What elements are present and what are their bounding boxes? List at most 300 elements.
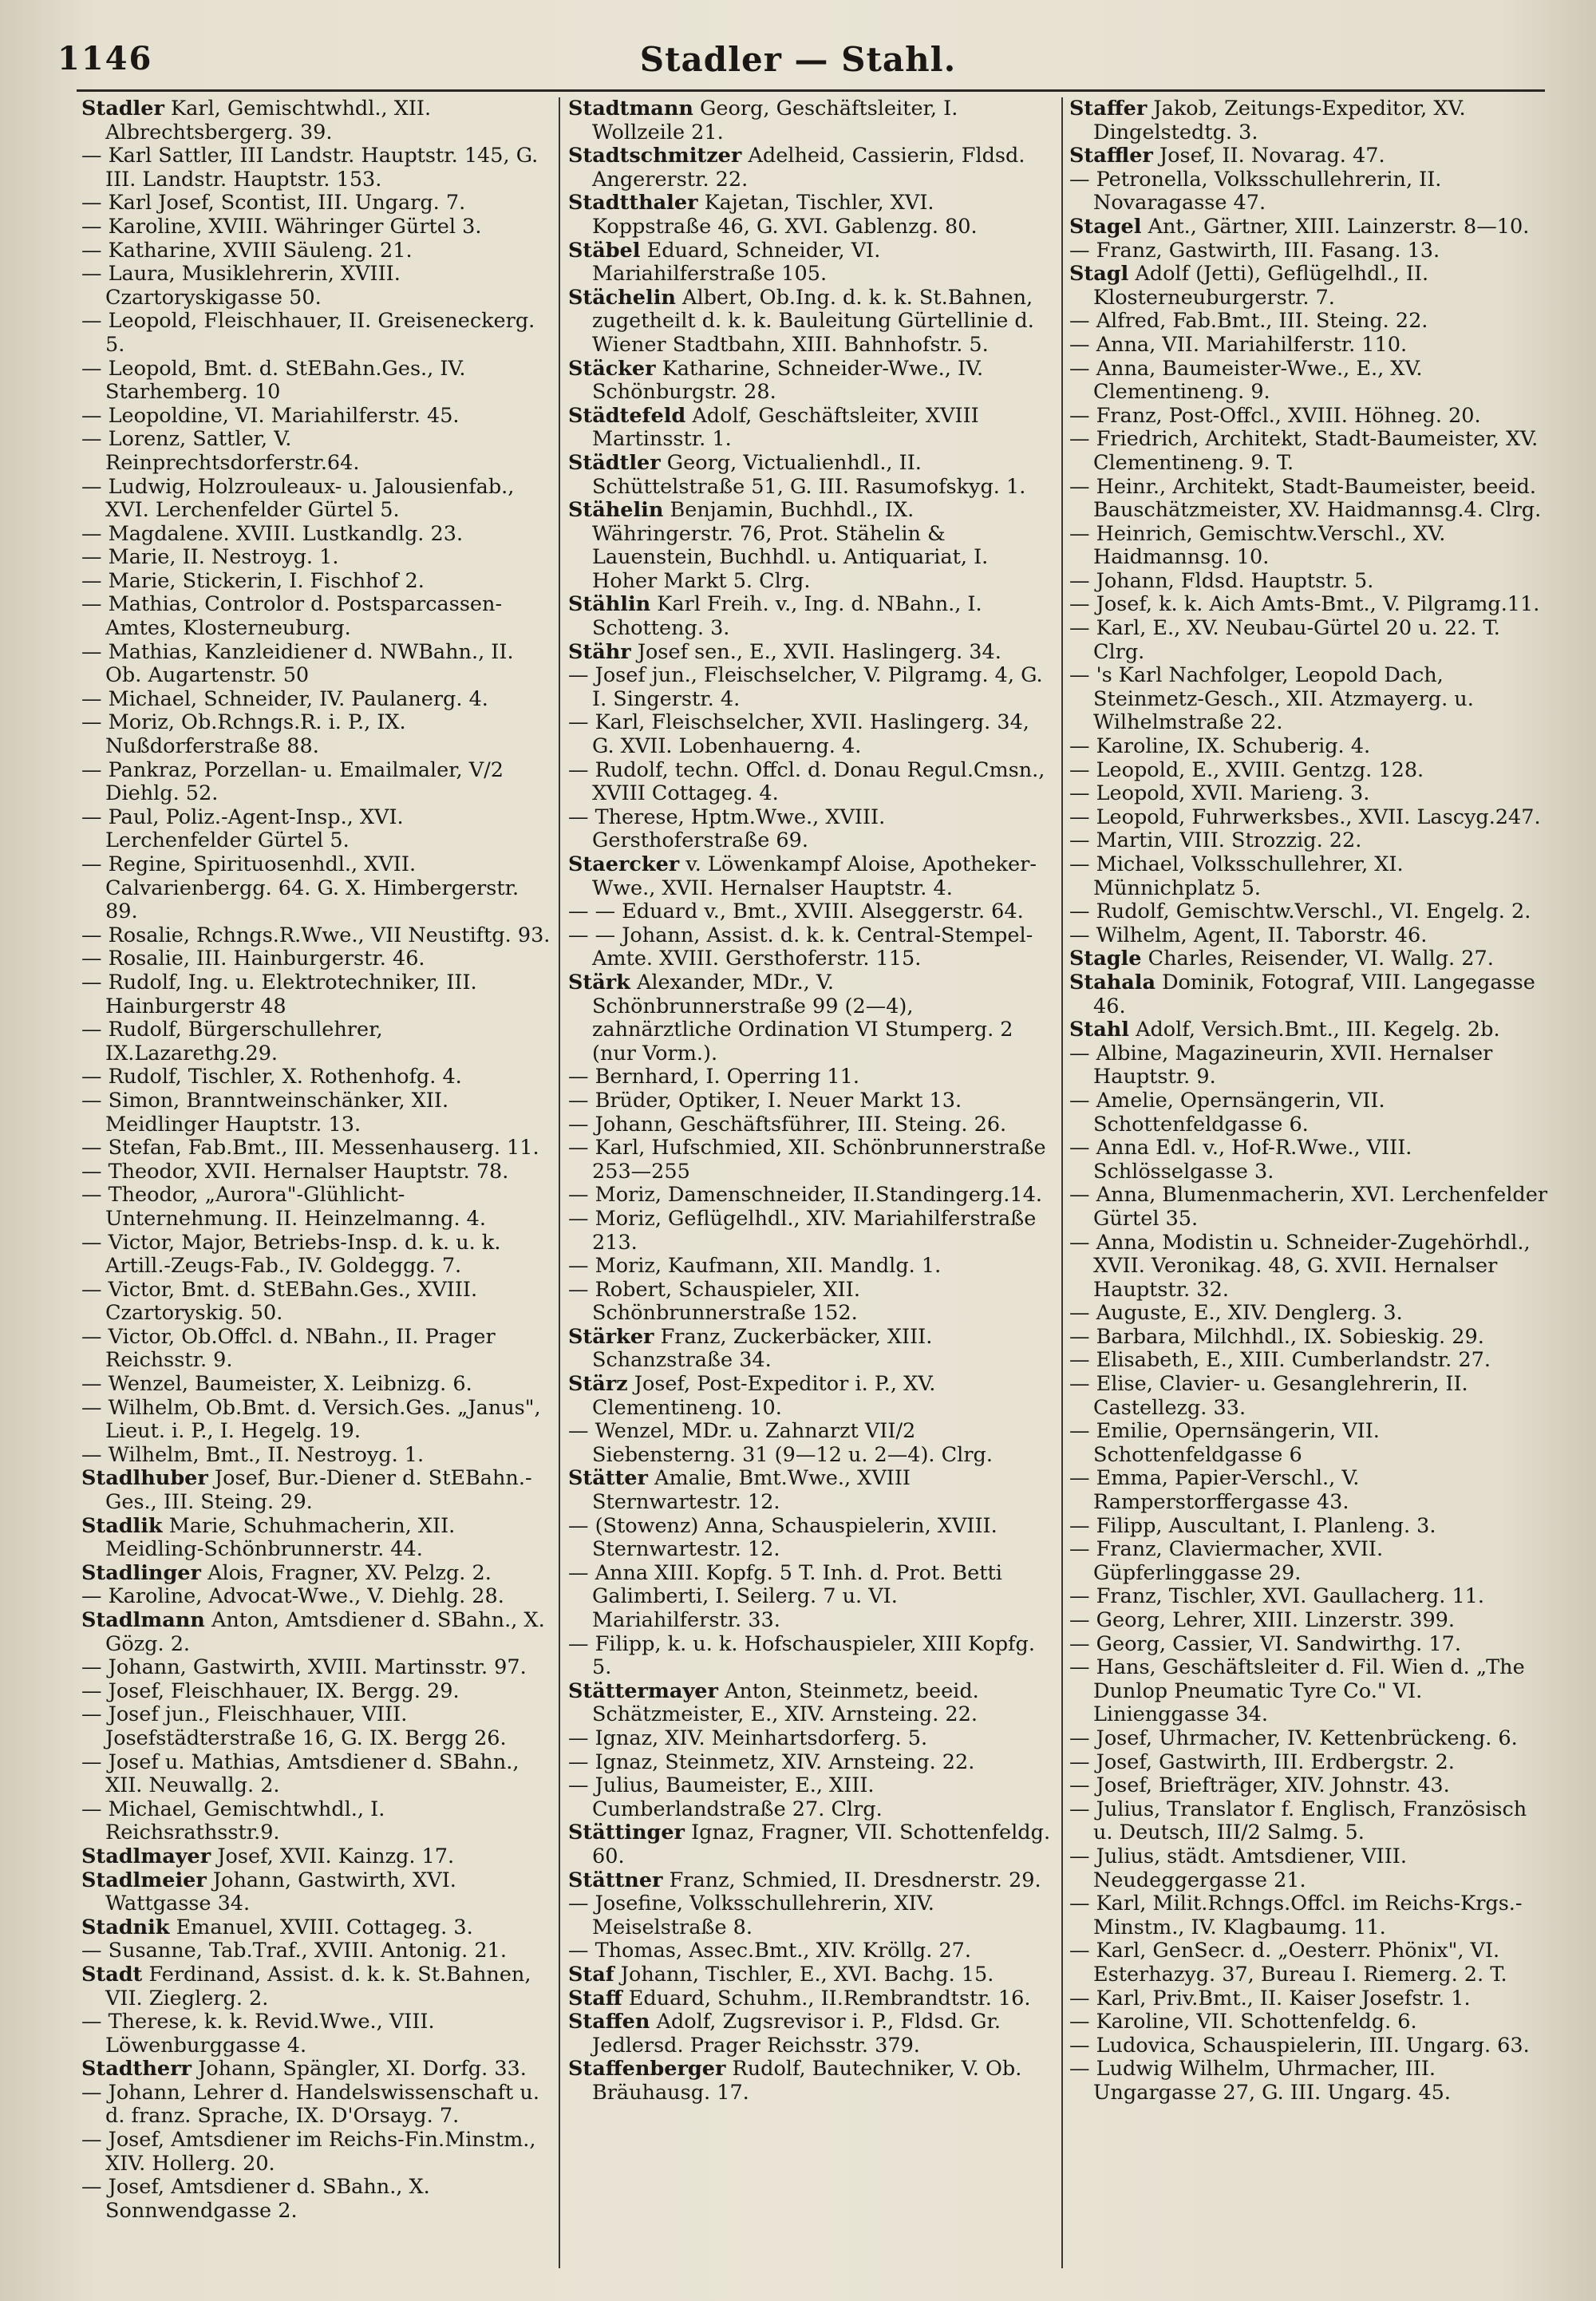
directory-entry [568, 358, 1053, 405]
directory-entry [81, 1279, 551, 1326]
directory-entry [568, 192, 1053, 239]
directory-entry [1069, 971, 1548, 1018]
entry-surname: Stättinger [568, 1821, 685, 1845]
entry-surname: Städtler [568, 450, 661, 475]
entry-text: — Heinrich, Gemischtw.Verschl., XV. Haidmannsg. 10. [1069, 521, 1446, 570]
entry-text: — Ignaz, XIV. Meinhartsdorferg. 5. [568, 1726, 928, 1750]
entry-text: — Franz, Claviermacher, XVII. Güpferlinggasse 29. [1069, 1537, 1384, 1585]
entry-text: — Thomas, Assec.Bmt., XIV. Kröllg. 27. [568, 1939, 972, 1963]
entry-text: — Filipp, k. u. k. Hofschauspieler, XIII Kopfg. 5. [568, 1631, 1035, 1680]
column-middle [568, 97, 1053, 2276]
entry-text: — Albine, Magazineurin, XVII. Hernalser Hauptstr. 9. [1069, 1041, 1493, 1089]
entry-surname: Stagle [1069, 947, 1142, 971]
directory-entry [1069, 1042, 1548, 1089]
entry-text: — Marie, II. Nestroyg. 1. [81, 545, 339, 570]
directory-entry [568, 1515, 1053, 1562]
directory-entry [568, 97, 1053, 144]
directory-entry [81, 1326, 551, 1373]
entry-text: — Heinr., Architekt, Stadt-Baumeister, beeid. Bauschätzmeister, XV. Haidmannsg.4. Clrg. [1069, 474, 1542, 523]
directory-entry [1069, 2010, 1548, 2034]
directory-entry [568, 900, 1053, 924]
directory-entry [81, 806, 551, 853]
directory-entry [81, 144, 551, 192]
entry-text: — Theodor, „Aurora"-Glühlicht-Unternehmung. II. Heinzelmanng. 4. [81, 1183, 486, 1231]
entry-text: — Karl, Priv.Bmt., II. Kaiser Josefstr. 1. [1069, 1986, 1471, 2010]
directory-entry [568, 452, 1053, 499]
entry-text: — (Stowenz) Anna, Schauspielerin, XVIII. Sternwartestr. 12. [568, 1513, 998, 1562]
entry-text: — Karl, GenSecr. d. „Oesterr. Phönix", VI. Esterhazyg. 37, Bureau I. Riemerg. 2. T. [1069, 1939, 1507, 1987]
directory-entry [81, 1089, 551, 1137]
directory-entry [81, 2082, 551, 2129]
directory-entry [1069, 334, 1548, 358]
entry-surname: Stähr [568, 639, 631, 664]
entry-text: Alois, Fragner, XV. Pelzg. 2. [207, 1560, 492, 1585]
directory-entry [81, 476, 551, 523]
directory-entry [568, 1326, 1053, 1373]
entry-text: — Wenzel, MDr. u. Zahnarzt VII/2 Siebensterng. 31 (9—12 u. 2—4). Clrg. [568, 1419, 993, 1467]
entry-text: — Anna XIII. Kopfg. 5 T. Inh. d. Prot. Betti Galimberti, I. Seilerg. 7 u. VI. Mariahilferstr. 33. [568, 1560, 1002, 1632]
directory-entry [81, 1562, 551, 1586]
entry-text: Albert, Ob.Ing. d. k. k. St.Bahnen, zugetheilt d. k. k. Bauleitung Gürtellinie d. Wiener Stadtbahn, XIII. Bahnhofstr. 5. [592, 285, 1034, 357]
entry-text: — Karl, Fleischselcher, XVII. Haslingerg. 34, G. XVII. Lobenhauerng. 4. [568, 710, 1029, 759]
entry-text: — Susanne, Tab.Traf., XVIII. Antonig. 21. [81, 1939, 507, 1963]
directory-entry [81, 853, 551, 924]
entry-text: — Franz, Gastwirth, III. Fasang. 13. [1069, 238, 1440, 263]
directory-entry [1069, 1326, 1548, 1350]
directory-entry [568, 1633, 1053, 1680]
entry-text: — Franz, Post-Offcl., XVIII. Höhneg. 20. [1069, 403, 1481, 428]
entry-text: — Michael, Schneider, IV. Paulanerg. 4. [81, 686, 488, 711]
directory-entry [81, 1184, 551, 1231]
directory-entry [1069, 405, 1548, 429]
directory-entry [81, 97, 551, 144]
directory-entry [568, 1184, 1053, 1208]
entry-text: — Karl, E., XV. Neubau-Gürtel 20 u. 22. T. Clrg. [1069, 616, 1500, 664]
directory-entry [81, 1137, 551, 1160]
entry-text: — Rosalie, Rchngs.R.Wwe., VII Neustiftg. 93. [81, 923, 551, 947]
directory-entry [568, 1420, 1053, 1467]
directory-entry [81, 688, 551, 712]
directory-entry [568, 1137, 1053, 1184]
directory-entry [1069, 358, 1548, 405]
entry-text: — Auguste, E., XIV. Denglerg. 3. [1069, 1301, 1403, 1326]
directory-entry [568, 593, 1053, 640]
entry-text: — Friedrich, Architekt, Stadt-Baumeister, XV. Clementineng. 9. T. [1069, 427, 1539, 475]
entry-text: — Therese, Hptm.Wwe., XVIII. Gersthoferstraße 69. [568, 805, 886, 853]
directory-entry [568, 1963, 1053, 1987]
directory-entry [1069, 1467, 1548, 1514]
entry-text: Kajetan, Tischler, XVI. Koppstraße 46, G. XVI. Gablenzg. 80. [592, 191, 978, 239]
directory-entry [81, 641, 551, 688]
entry-text: Katharine, Schneider-Wwe., IV. Schönburgstr. 28. [592, 356, 984, 405]
entry-text: Adelheid, Cassierin, Fldsd. Angererstr. 22. [592, 144, 1025, 192]
entry-text: — Victor, Bmt. d. StEBahn.Ges., XVIII. Czartoryskig. 50. [81, 1277, 478, 1326]
entry-text: — Wenzel, Baumeister, X. Leibnizg. 6. [81, 1372, 472, 1397]
entry-text: Josef, Bur.-Diener d. StEBahn.-Ges., III. Steing. 29. [105, 1466, 532, 1515]
directory-entry [1069, 1585, 1548, 1609]
entry-text: — Emilie, Opernsängerin, VII. Schottenfeldgasse 6 [1069, 1419, 1380, 1467]
directory-entry [81, 1515, 551, 1562]
entry-surname: Stäbel [568, 238, 641, 263]
directory-entry [81, 239, 551, 263]
entry-text: Adolf, Zugsrevisor i. P., Fldsd. Gr. Jedlersd. Prager Reichsstr. 379. [592, 2010, 1001, 2058]
entry-text: Karl, Gemischtwhdl., XII. Albrechtsbergerg. 39. [105, 97, 432, 144]
directory-entry [1069, 215, 1548, 239]
entry-text: Charles, Reisender, VI. Wallg. 27. [1148, 947, 1494, 971]
directory-columns [0, 97, 1596, 2284]
entry-text: — Simon, Branntweinschänker, XII. Meidlinger Hauptstr. 13. [81, 1088, 449, 1137]
directory-entry [568, 1774, 1053, 1821]
directory-entry [568, 287, 1053, 358]
entry-text: — Karl Sattler, III Landstr. Hauptstr. 145, G. III. Landstr. Hauptstr. 153. [81, 144, 539, 192]
entry-text: Amalie, Bmt.Wwe., XVIII Sternwartestr. 12. [592, 1466, 911, 1515]
entry-text: — Georg, Lehrer, XIII. Linzerstr. 399. [1069, 1608, 1455, 1632]
entry-text: — — Johann, Assist. d. k. k. Central-Stempel-Amte. XVIII. Gersthoferstr. 115. [568, 923, 1033, 971]
directory-entry [568, 806, 1053, 853]
directory-entry [81, 1467, 551, 1514]
entry-text: Benjamin, Buchhdl., IX. Währingerstr. 76, Prot. Stähelin & Lauenstein, Buchhdl. u. Antiquariat, I. Hoher Markt 5. Clrg. [592, 498, 989, 593]
entry-text: — Leopold, Fuhrwerksbes., XVII. Lascyg.247. [1069, 805, 1541, 829]
entry-text: — Josef, Amtsdiener d. SBahn., X. Sonnwendgasse 2. [81, 2175, 430, 2223]
directory-entry [1069, 1515, 1548, 1539]
directory-entry [1069, 1137, 1548, 1184]
entry-text: — Johann, Geschäftsführer, III. Steing. 26. [568, 1112, 1007, 1137]
directory-entry [81, 1444, 551, 1468]
directory-entry [81, 1963, 551, 2010]
entry-surname: Stadtschmitzer [568, 144, 742, 168]
entry-surname: Stächelin [568, 285, 676, 310]
entry-surname: Stadlmann [81, 1608, 205, 1632]
entry-text: Adolf, Geschäftsleiter, XVIII Martinsstr. 1. [592, 403, 979, 452]
directory-entry [81, 1397, 551, 1444]
entry-text: — Leopold, XVII. Marieng. 3. [1069, 781, 1370, 806]
directory-entry [81, 2010, 551, 2058]
directory-entry [1069, 924, 1548, 948]
directory-entry [568, 924, 1053, 971]
entry-text: — Rudolf, Bürgerschullehrer, IX.Lazarethg.29. [81, 1018, 383, 1065]
entry-text: — Anna, Baumeister-Wwe., E., XV. Clementineng. 9. [1069, 356, 1423, 405]
entry-text: — Martin, VIII. Strozzig. 22. [1069, 828, 1362, 853]
entry-text: — Ludwig, Holzrouleaux- u. Jalousienfab., XVI. Lerchenfelder Gürtel 5. [81, 474, 515, 523]
entry-text: — Josef jun., Fleischselcher, V. Pilgramg. 4, G. I. Singerstr. 4. [568, 663, 1043, 711]
entry-text: — Josef, Uhrmacher, IV. Kettenbrückeng. 6. [1069, 1726, 1518, 1750]
directory-entry [1069, 782, 1548, 806]
entry-text: — Rosalie, III. Hainburgerstr. 46. [81, 947, 425, 971]
entry-surname: Stagl [1069, 262, 1129, 287]
entry-text: v. Löwenkampf Aloise, Apotheker-Wwe., XVII. Hernalser Hauptstr. 4. [592, 852, 1037, 900]
entry-text: Dominik, Fotograf, VIII. Langegasse 46. [1093, 970, 1535, 1018]
entry-text: — Leopold, Fleischhauer, II. Greiseneckerg. 5. [81, 309, 535, 357]
entry-text: — Wilhelm, Ob.Bmt. d. Versich.Ges. „Janus", Lieut. i. P., I. Hegelg. 19. [81, 1395, 541, 1444]
directory-entry [568, 664, 1053, 711]
entry-text: Georg, Victualienhdl., II. Schüttelstraße 51, G. III. Rasumofskyg. 1. [592, 450, 1026, 499]
directory-entry [1069, 570, 1548, 594]
directory-entry [568, 641, 1053, 665]
entry-text: — Josef, Briefträger, XIV. Johnstr. 43. [1069, 1773, 1450, 1798]
entry-text: — Amelie, Opernsängerin, VII. Schottenfeldgasse 6. [1069, 1088, 1385, 1137]
directory-entry [1069, 239, 1548, 263]
entry-text: — Leopold, E., XVIII. Gentzg. 128. [1069, 757, 1424, 782]
entry-surname: Staercker [568, 852, 680, 876]
directory-entry [1069, 1089, 1548, 1137]
directory-entry [568, 2010, 1053, 2058]
entry-surname: Stählin [568, 592, 651, 617]
directory-entry [81, 1232, 551, 1279]
directory-entry [81, 1751, 551, 1798]
entry-text: — Ludwig Wilhelm, Uhrmacher, III. Ungargasse 27, G. III. Ungarg. 45. [1069, 2057, 1452, 2105]
directory-entry [1069, 1302, 1548, 1326]
directory-entry [1069, 523, 1548, 570]
directory-entry [1069, 829, 1548, 853]
directory-entry [1069, 1018, 1548, 1042]
directory-entry [568, 1208, 1053, 1255]
column-left [81, 97, 551, 2276]
entry-text: — Josefine, Volksschullehrerin, XIV. Meiselstraße 8. [568, 1892, 934, 1939]
entry-surname: Städtefeld [568, 403, 686, 428]
entry-text: — — Eduard v., Bmt., XVIII. Alseggerstr. 64. [568, 899, 1024, 924]
directory-entry [568, 239, 1053, 287]
directory-entry [81, 593, 551, 640]
directory-entry [1069, 1538, 1548, 1585]
entry-text: — Bernhard, I. Operring 11. [568, 1065, 859, 1089]
entry-text: — Johann, Lehrer d. Handelswissenschaft u. d. franz. Sprache, IX. D'Orsayg. 7. [81, 2080, 539, 2129]
entry-text: — Johann, Gastwirth, XVIII. Martinsstr. 97. [81, 1655, 527, 1680]
entry-surname: Stahala [1069, 970, 1156, 994]
entry-text: — 's Karl Nachfolger, Leopold Dach, Steinmetz-Gesch., XII. Atzmayerg. u. Wilhelmstraße 22. [1069, 663, 1474, 735]
entry-text: — Josef u. Mathias, Amtsdiener d. SBahn., XII. Neuwallg. 2. [81, 1749, 519, 1798]
entry-surname: Stadtherr [81, 2057, 192, 2082]
directory-entry [1069, 97, 1548, 144]
directory-entry [1069, 1774, 1548, 1798]
directory-entry [81, 1680, 551, 1704]
directory-entry [1069, 853, 1548, 900]
directory-entry [81, 1018, 551, 1065]
directory-entry [81, 310, 551, 357]
directory-entry [1069, 1633, 1548, 1657]
entry-text: — Julius, Baumeister, E., XIII. Cumberlandstraße 27. Clrg. [568, 1773, 883, 1821]
entry-surname: Staffler [1069, 144, 1153, 168]
directory-entry [81, 1656, 551, 1680]
entry-surname: Staffer [1069, 97, 1148, 121]
directory-entry [568, 1751, 1053, 1775]
entry-text: — Victor, Ob.Offcl. d. NBahn., II. Prager Reichsstr. 9. [81, 1324, 496, 1373]
directory-entry [568, 499, 1053, 593]
entry-text: — Michael, Gemischtwhdl., I. Reichsrathsstr.9. [81, 1797, 385, 1845]
entry-surname: Stadtthaler [568, 191, 698, 215]
directory-entry [1069, 1892, 1548, 1939]
entry-text: — Moriz, Ob.Rchngs.R. i. P., IX. Nußdorferstraße 88. [81, 710, 406, 759]
entry-surname: Stättner [568, 1868, 663, 1892]
entry-text: Emanuel, XVIII. Cottageg. 3. [176, 1915, 473, 1939]
directory-entry [1069, 1609, 1548, 1633]
directory-entry [1069, 1232, 1548, 1303]
directory-entry [1069, 144, 1548, 168]
entry-text: Anton, Amtsdiener d. SBahn., X. Gözg. 2. [105, 1608, 545, 1656]
directory-entry [81, 759, 551, 806]
entry-surname: Staffenberger [568, 2057, 726, 2082]
entry-text: — Wilhelm, Agent, II. Taborstr. 46. [1069, 923, 1428, 947]
entry-text: Marie, Schuhmacherin, XII. Meidling-Schönbrunnerstr. 44. [105, 1513, 456, 1562]
directory-entry [1069, 1845, 1548, 1892]
entry-surname: Stahl [1069, 1018, 1129, 1042]
entry-surname: Staff [568, 1986, 622, 2010]
directory-entry [568, 853, 1053, 900]
entry-text: — Rudolf, Gemischtw.Verschl., VI. Engelg. 2. [1069, 899, 1531, 924]
entry-text: Josef sen., E., XVII. Haslingerg. 34. [637, 639, 1001, 664]
entry-text: Josef, II. Novarag. 47. [1159, 144, 1385, 168]
entry-text: — Mathias, Controlor d. Postsparcassen-Amtes, Klosterneuburg. [81, 592, 503, 641]
entry-text: Adolf (Jetti), Geflügelhdl., II. Klosterneuburgerstr. 7. [1093, 262, 1429, 310]
entry-surname: Stärk [568, 970, 630, 994]
directory-entry [81, 1869, 551, 1916]
entry-text: — Karl, Milit.Rchngs.Offcl. im Reichs-Krgs.-Minstm., IV. Klagbaumg. 11. [1069, 1892, 1523, 1939]
directory-entry [1069, 759, 1548, 783]
directory-entry [81, 1916, 551, 1940]
entry-text: — Therese, k. k. Revid.Wwe., VIII. Löwenburggasse 4. [81, 2010, 435, 2058]
directory-entry [1069, 1373, 1548, 1420]
directory-entry [81, 263, 551, 310]
entry-text: Ant., Gärtner, XIII. Lainzerstr. 8—10. [1148, 214, 1530, 239]
directory-entry [81, 1939, 551, 1963]
entry-text: — Emma, Papier-Verschl., V. Ramperstorffergasse 43. [1069, 1466, 1360, 1515]
entry-text: — Alfred, Fab.Bmt., III. Steing. 22. [1069, 309, 1428, 334]
directory-entry [568, 1113, 1053, 1137]
entry-surname: Stärker [568, 1324, 654, 1349]
directory-entry [568, 1279, 1053, 1326]
directory-entry [1069, 593, 1548, 617]
directory-entry [1069, 2034, 1548, 2058]
entry-text: — Josef, Gastwirth, III. Erdbergstr. 2. [1069, 1749, 1455, 1774]
directory-entry [568, 1373, 1053, 1420]
entry-text: — Paul, Poliz.-Agent-Insp., XVI. Lerchenfelder Gürtel 5. [81, 805, 404, 853]
entry-text: — Karoline, XVIII. Währinger Gürtel 3. [81, 214, 482, 239]
entry-text: Rudolf, Bautechniker, V. Ob. Bräuhausg. 17. [592, 2057, 1022, 2105]
directory-entry [81, 1703, 551, 1750]
directory-entry [81, 1585, 551, 1609]
directory-entry [1069, 1420, 1548, 1467]
entry-surname: Stadler [81, 97, 164, 121]
entry-text: — Robert, Schauspieler, XII. Schönbrunnerstraße 152. [568, 1277, 860, 1326]
entry-text: — Franz, Tischler, XVI. Gaullacherg. 11. [1069, 1584, 1484, 1609]
directory-entry [81, 192, 551, 215]
entry-text: Josef, XVII. Kainzg. 17. [217, 1844, 455, 1868]
directory-entry [568, 1892, 1053, 1939]
directory-entry [81, 428, 551, 475]
directory-entry [1069, 168, 1548, 215]
entry-text: — Moriz, Damenschneider, II.Standingerg.14. [568, 1183, 1042, 1208]
entry-text: — Ignaz, Steinmetz, XIV. Arnsteing. 22. [568, 1749, 975, 1774]
entry-text: — Katharine, XVIII Säuleng. 21. [81, 238, 413, 263]
entry-text: — Wilhelm, Bmt., II. Nestroyg. 1. [81, 1442, 425, 1467]
entry-text: — Anna Edl. v., Hof-R.Wwe., VIII. Schlösselgasse 3. [1069, 1136, 1412, 1184]
column-right [1069, 97, 1548, 2276]
entry-text: Franz, Zuckerbäcker, XIII. Schanzstraße 34. [592, 1324, 933, 1373]
entry-text: — Lorenz, Sattler, V. Reinprechtsdorferstr.64. [81, 427, 360, 475]
directory-entry [81, 2058, 551, 2082]
directory-entry [568, 1939, 1053, 1963]
entry-text: — Moriz, Geflügelhdl., XIV. Mariahilferstraße 213. [568, 1206, 1037, 1255]
entry-text: — Josef jun., Fleischhauer, VIII. Josefstädterstraße 16, G. IX. Bergg 26. [81, 1702, 507, 1750]
directory-entry [81, 2176, 551, 2223]
directory-entry [568, 1255, 1053, 1279]
entry-text: — Hans, Geschäftsleiter d. Fil. Wien d. „The Dunlop Pneumatic Tyre Co." VI. Linienggasse 34. [1069, 1655, 1525, 1727]
entry-text: Johann, Tischler, E., XVI. Bachg. 15. [620, 1962, 994, 1987]
entry-text: Johann, Spängler, XI. Dorfg. 33. [198, 2057, 527, 2082]
directory-entry [568, 2058, 1053, 2105]
entry-surname: Stadnik [81, 1915, 170, 1939]
entry-text: — Julius, städt. Amtsdiener, VIII. Neudeggergasse 21. [1069, 1844, 1407, 1892]
entry-text: Eduard, Schuhm., II.Rembrandtstr. 16. [628, 1986, 1031, 2010]
entry-text: — Laura, Musiklehrerin, XVIII. Czartoryskigasse 50. [81, 262, 401, 310]
directory-entry [1069, 1184, 1548, 1231]
directory-entry [81, 405, 551, 429]
entry-text: — Stefan, Fab.Bmt., III. Messenhauserg. 11. [81, 1136, 539, 1160]
directory-entry [1069, 947, 1548, 971]
entry-text: — Karoline, Advocat-Wwe., V. Diehlg. 28. [81, 1584, 504, 1609]
directory-entry [1069, 1987, 1548, 2011]
entry-text: Ignaz, Fragner, VII. Schottenfeldg. 60. [592, 1821, 1051, 1868]
directory-entry [568, 1562, 1053, 1633]
entry-text: — Rudolf, Tischler, X. Rothenhofg. 4. [81, 1065, 462, 1089]
directory-entry [81, 1845, 551, 1869]
entry-text: — Theodor, XVII. Hernalser Hauptstr. 78. [81, 1159, 509, 1184]
directory-entry [568, 1089, 1053, 1113]
directory-entry [1069, 1349, 1548, 1373]
entry-text: — Elisabeth, E., XIII. Cumberlandstr. 27. [1069, 1348, 1491, 1373]
entry-text: — Barbara, Milchhdl., IX. Sobieskig. 29. [1069, 1324, 1484, 1349]
entry-text: — Anna, VII. Mariahilferstr. 110. [1069, 332, 1408, 357]
entry-text: — Petronella, Volksschullehrerin, II. Novaragasse 47. [1069, 167, 1442, 215]
directory-entry [568, 1065, 1053, 1089]
directory-entry [1069, 1751, 1548, 1775]
entry-text: — Anna, Modistin u. Schneider-Zugehörhdl., XVII. Veronikag. 48, G. XVII. Hernalser Hauptstr. 32. [1069, 1230, 1531, 1302]
directory-entry [1069, 806, 1548, 830]
directory-entry [568, 1987, 1053, 2011]
entry-text: — Michael, Volksschullehrer, XI. Münnichplatz 5. [1069, 852, 1404, 900]
directory-entry [81, 523, 551, 547]
directory-entry [568, 1727, 1053, 1751]
entry-text: — Josef, Fleischhauer, IX. Bergg. 29. [81, 1678, 460, 1703]
entry-surname: Stadlinger [81, 1560, 201, 1585]
directory-entry [1069, 1727, 1548, 1751]
entry-text: — Rudolf, techn. Offcl. d. Donau Regul.Cmsn., XVIII Cottageg. 4. [568, 757, 1045, 806]
entry-surname: Stäcker [568, 356, 656, 381]
entry-text: Karl Freih. v., Ing. d. NBahn., I. Schotteng. 3. [592, 592, 982, 641]
directory-entry [81, 1609, 551, 1656]
directory-entry [1069, 428, 1548, 475]
entry-text: — Julius, Translator f. Englisch, Französisch u. Deutsch, III/2 Salmg. 5. [1069, 1797, 1527, 1845]
entry-text: — Regine, Spirituosenhdl., XVII. Calvarienbergg. 64. G. X. Himbergerstr. 89. [81, 852, 519, 924]
directory-entry [1069, 735, 1548, 759]
entry-surname: Staf [568, 1962, 614, 1987]
directory-entry [1069, 1939, 1548, 1987]
entry-text: Franz, Schmied, II. Dresdnerstr. 29. [669, 1868, 1041, 1892]
entry-surname: Stadlmayer [81, 1844, 211, 1868]
entry-text: Jakob, Zeitungs-Expeditor, XV. Dingelstedtg. 3. [1093, 97, 1466, 144]
directory-entry [1069, 1656, 1548, 1727]
entry-text: Adolf, Versich.Bmt., III. Kegelg. 2b. [1136, 1018, 1500, 1042]
entry-text: Georg, Geschäftsleiter, I. Wollzeile 21. [592, 97, 958, 144]
entry-text: — Leopoldine, VI. Mariahilferstr. 45. [81, 403, 460, 428]
entry-text: — Georg, Cassier, VI. Sandwirthg. 17. [1069, 1631, 1461, 1656]
directory-entry [1069, 664, 1548, 735]
directory-entry [1069, 310, 1548, 334]
entry-text: — Brüder, Optiker, I. Neuer Markt 13. [568, 1088, 962, 1113]
directory-entry [568, 1869, 1053, 1893]
entry-text: Alexander, MDr., V. Schönbrunnerstraße 99 (2—4), zahnärztliche Ordination VI Stumperg. 2 (nur Vorm.). [592, 970, 1013, 1065]
directory-entry [568, 405, 1053, 452]
directory-entry [568, 144, 1053, 192]
